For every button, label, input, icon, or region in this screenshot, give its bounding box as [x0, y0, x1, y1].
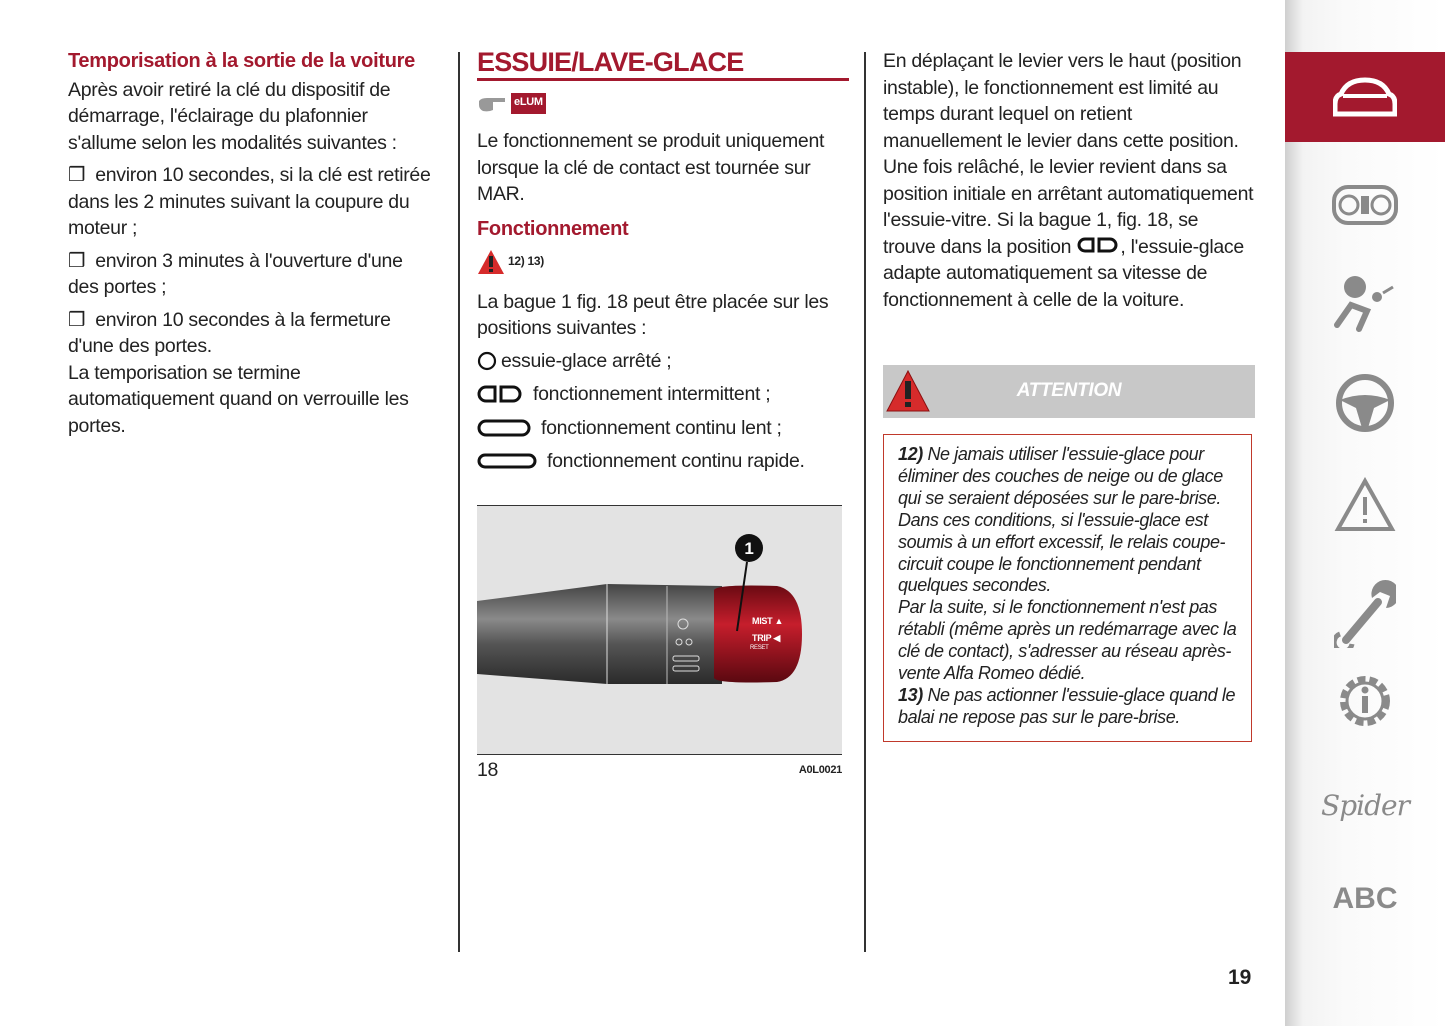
auto-intermittent-icon	[1076, 237, 1120, 253]
sidebar-item-technical-data[interactable]	[1285, 656, 1445, 746]
warning-triangle-icon	[1334, 477, 1396, 533]
car-icon	[1333, 74, 1397, 120]
bullet-icon: ❒	[68, 164, 86, 186]
circle-off-icon	[477, 351, 497, 371]
position-item: fonctionnement continu rapide.	[477, 448, 849, 475]
list-item: ❒ environ 10 secondes, si la clé est retirée dans les 2 minutes suivant la coupure du moteur ;	[68, 164, 431, 239]
paragraph: Le fonctionnement se produit uniquement lorsque la clé de contact est tournée sur MAR.	[477, 130, 825, 205]
svg-text:RESET: RESET	[750, 644, 769, 651]
list-item: ❒ environ 10 secondes à la fermeture d'une des portes.	[68, 308, 391, 357]
intermittent-icon	[477, 385, 523, 403]
paragraph: En déplaçant le levier vers le haut (position instable), le fonctionnement est limité au temps durant lequel on retient manuellement le levier dans cette position. Une fois relâché, le levier revient dans sa position initiale en arrêtant automatiquement l'essuie-vitre. Si la bague 1, fig. 18, se trouve dans la position , l'essuie-glace adapte automatiquement sa vitesse de fonctionnement à celle de la voiture.	[883, 50, 1254, 311]
info-gear-icon	[1333, 669, 1397, 733]
list-item: ❒ environ 3 minutes à l'ouverture d'une des portes ;	[68, 249, 403, 298]
paragraph: La temporisation se termine automatiquement quand on verrouille les portes.	[68, 361, 409, 437]
warning-icon	[885, 369, 931, 413]
sidebar-item-instruments[interactable]	[1285, 160, 1445, 250]
figure-18-wiper-stalk	[477, 505, 842, 755]
abc-index: ABC	[1332, 882, 1398, 915]
sidebar-item-car[interactable]	[1285, 52, 1445, 142]
position-item: fonctionnement continu lent ;	[477, 415, 849, 442]
position-item: essuie-glace arrêté ;	[477, 348, 849, 375]
attention-header	[883, 365, 1255, 418]
figure-code: A0L0021	[798, 763, 842, 776]
sidebar-item-driving[interactable]	[1285, 358, 1445, 448]
elum-reference[interactable]	[477, 93, 849, 114]
page-number: 19	[1228, 966, 1252, 989]
paragraph: Après avoir retiré la clé du dispositif de démarrage, l'éclairage du plafonnier s'allume selon les modalités suivantes :	[68, 78, 397, 154]
callout-1: 1	[744, 538, 754, 558]
airbag-icon	[1333, 273, 1397, 333]
wiper-stalk-illustration	[477, 506, 842, 755]
warning-icon	[477, 249, 505, 275]
svg-text:MIST ▲: MIST ▲	[752, 615, 784, 626]
sidebar-item-multimedia[interactable]	[1285, 760, 1445, 850]
attention-notes	[883, 434, 1252, 742]
column-3	[883, 48, 1255, 742]
sidebar-item-emergency[interactable]	[1285, 460, 1445, 550]
note-12-continued: Par la suite, si le fonctionnement n'est pas rétabli (même après un redémarrage avec la clé de contact), s'adresser au réseau après-vente Alfa Romeo dédié.	[898, 597, 1237, 684]
subheading: Fonctionnement	[477, 217, 629, 240]
section-heading: Temporisation à la sortie de la voiture	[68, 50, 415, 72]
figure-number: 18	[477, 758, 499, 781]
attention-label: ATTENTION	[1016, 380, 1122, 402]
instruments-icon	[1331, 183, 1399, 227]
continuous-fast-icon	[477, 452, 537, 470]
note-12: 12) Ne jamais utiliser l'essuie-glace pour éliminer des couches de neige ou de glace qui se seraient déposées sur le pare-brise. Dans ces conditions, si l'essuie-glace est soumis à un effort excessif, le relais coupe-circuit coupe le fonctionnement pendant quelques secondes.	[898, 444, 1226, 596]
note-13: 13) Ne pas actionner l'essuie-glace quand le balai ne repose pas sur le pare-brise.	[898, 684, 1236, 727]
position-item: fonctionnement intermittent ;	[477, 381, 849, 408]
note-references: 12) 13)	[508, 254, 544, 268]
elum-badge: eLUM	[511, 93, 546, 114]
chapter-sidebar	[1285, 0, 1445, 1026]
wrench-icon	[1334, 578, 1396, 648]
sidebar-item-safety[interactable]	[1285, 258, 1445, 348]
column-1	[68, 48, 433, 445]
sidebar-item-index[interactable]	[1285, 854, 1445, 944]
steering-wheel-icon	[1334, 372, 1396, 434]
pointing-hand-icon	[477, 95, 507, 113]
continuous-slow-icon	[477, 419, 531, 437]
bullet-icon: ❒	[68, 308, 86, 331]
column-divider	[864, 52, 866, 952]
column-divider	[458, 52, 460, 952]
column-2	[477, 48, 849, 783]
page-title: ESSUIE/LAVE-GLACE	[477, 46, 849, 81]
paragraph: La bague 1 fig. 18 peut être placée sur les positions suivantes :	[477, 290, 829, 339]
bullet-icon: ❒	[68, 249, 86, 272]
spider-logo: Spider	[1321, 788, 1409, 822]
sidebar-item-maintenance[interactable]	[1285, 568, 1445, 658]
svg-text:TRIP ◀: TRIP ◀	[752, 632, 780, 643]
